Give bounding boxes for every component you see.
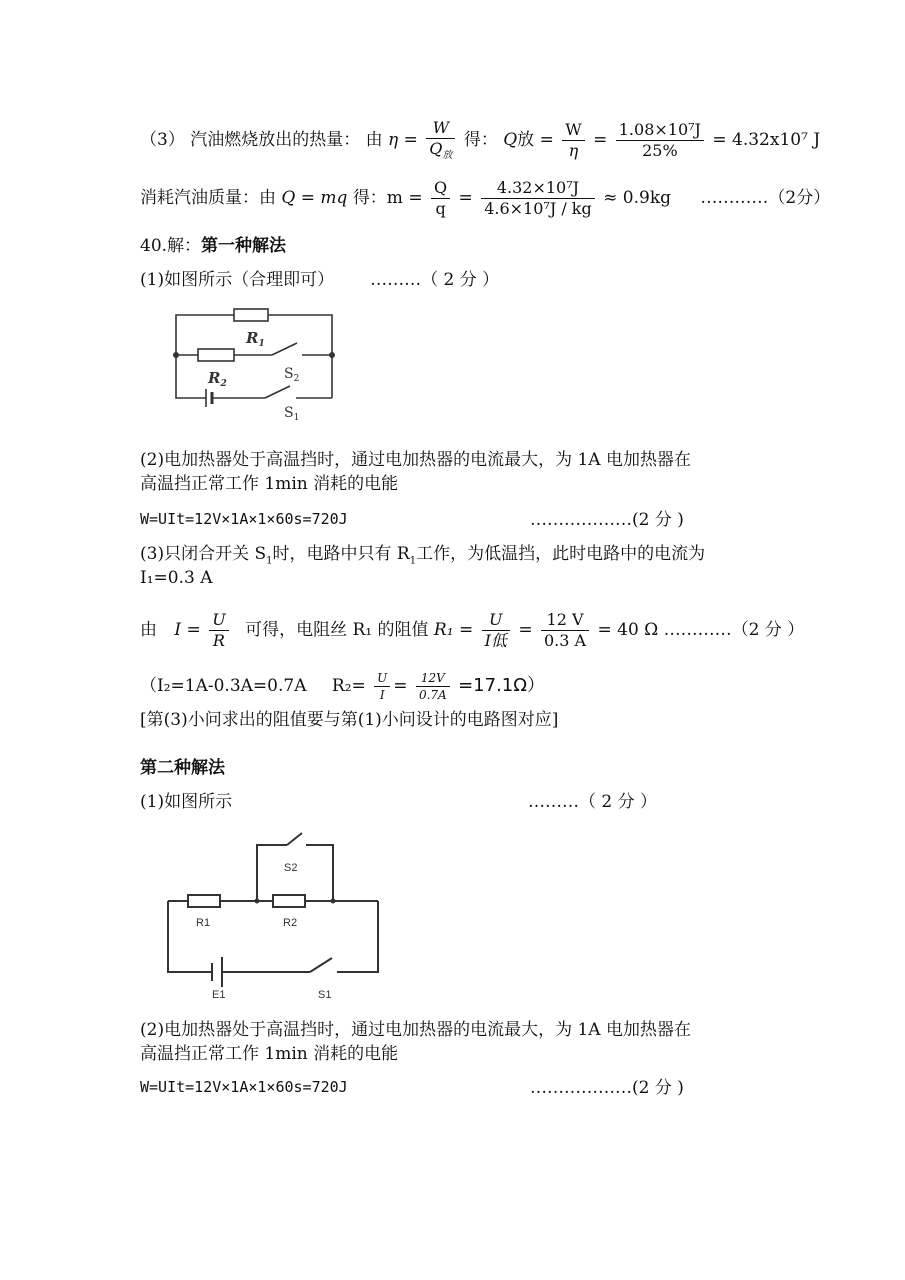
heat-result: = 4.32x10⁷ J bbox=[712, 130, 821, 151]
m2-p1-score: ………（ 2 分 ） bbox=[528, 792, 658, 812]
efficiency-fraction: $\frac{W}{Q_放}$ bbox=[426, 120, 455, 161]
svg-text:R2: R2 bbox=[283, 917, 298, 929]
svg-text:R2: $R_2$ bbox=[208, 369, 227, 389]
m1-p2c: W=UIt=12V×1A×1×60s=720J bbox=[140, 510, 348, 528]
mass-fraction: $\frac{\text{4.32×10⁷J}}{\text{4.6×10⁷J / kg}}$ bbox=[481, 180, 595, 217]
m2-p2c: W=UIt=12V×1A×1×60s=720J bbox=[140, 1078, 348, 1096]
circuit-diagram-1 bbox=[160, 300, 350, 430]
svg-text:S1: S1 bbox=[318, 989, 332, 1001]
svg-text:S1: $S_1$ bbox=[284, 405, 300, 423]
method1-title: 第一种解法 bbox=[201, 236, 287, 256]
svg-text:R1: R1 bbox=[196, 917, 211, 929]
m1-p2b: 高温挡正常工作 1min 消耗的电能 bbox=[140, 474, 399, 494]
m1-p2a: (2)电加热器处于高温挡时，通过电加热器的电流最大，为 1A 电加热器在 bbox=[140, 450, 691, 470]
svg-text:E1: E1 bbox=[212, 989, 226, 1001]
m1-p3d: （I₂=1A-0.3A=0.7A R₂= $\frac{U}{I}$ = $\frac{12V}{0.7A}$ =17.1Ω） bbox=[140, 671, 546, 702]
m1-p3c: 由 I = $\frac{U}{R}$ 可得，电阻丝 R₁ 的阻值 R₁ = $\frac{U}{\text{I低}}$ = $\frac{12 V}{0.3 A}$ = 40 Ω …………（2 分 ） bbox=[140, 610, 805, 650]
m2-p1: (1)如图所示 bbox=[140, 792, 233, 812]
m2-p2a: (2)电加热器处于高温挡时，通过电加热器的电流最大，为 1A 电加热器在 bbox=[140, 1020, 691, 1040]
part3-line: （3） 汽油燃烧放出的热量： 由 η = $\frac{W}{Q_放}$ 得： Q放 = $\frac{W}{\eta}$ = $\frac{\text{1.08×10⁷J}}{25\%}$ = 4.32x10⁷ J bbox=[140, 118, 821, 162]
m1-p3e: [第(3)小问求出的阻值要与第(1)小问设计的电路图对应] bbox=[140, 710, 559, 730]
q40-heading: 40.解：第一种解法 bbox=[140, 236, 287, 256]
method2-title: 第二种解法 bbox=[140, 758, 225, 778]
m1-p3a: (3)只闭合开关 $S_1$时，电路中只有 $R_1$工作，为低温挡，此时电路中的电流为 bbox=[140, 544, 706, 567]
heat-fraction: $\frac{\text{1.08×10⁷J}}{25\%}$ bbox=[616, 122, 704, 159]
part3-label: （3） 汽油燃烧放出的热量： bbox=[140, 130, 361, 151]
svg-text:S2: $S_2$ bbox=[284, 366, 300, 384]
mass-line: 消耗汽油质量：由 Q = mq 得：m = $\frac{Q}{q}$ = $\frac{\text{4.32×10⁷J}}{\text{4.6×10⁷J / kg}}$ ≈ 0.9kg …………（2分） bbox=[140, 178, 831, 218]
m1-p1: (1)如图所示（合理即可） ………（ 2 分 ） bbox=[140, 270, 500, 290]
mass-score: …………（2分） bbox=[700, 188, 831, 208]
m2-p2-score: ………………(2 分 ) bbox=[530, 1078, 684, 1098]
m1-p3b: I₁=0.3 A bbox=[140, 568, 213, 588]
svg-text:R1: $R_1$ bbox=[246, 329, 265, 349]
svg-text:S2: S2 bbox=[284, 862, 298, 874]
m1-p2-score: ………………(2 分 ) bbox=[530, 510, 684, 530]
m2-p2b: 高温挡正常工作 1min 消耗的电能 bbox=[140, 1044, 399, 1064]
circuit-diagram-2 bbox=[160, 825, 390, 1005]
